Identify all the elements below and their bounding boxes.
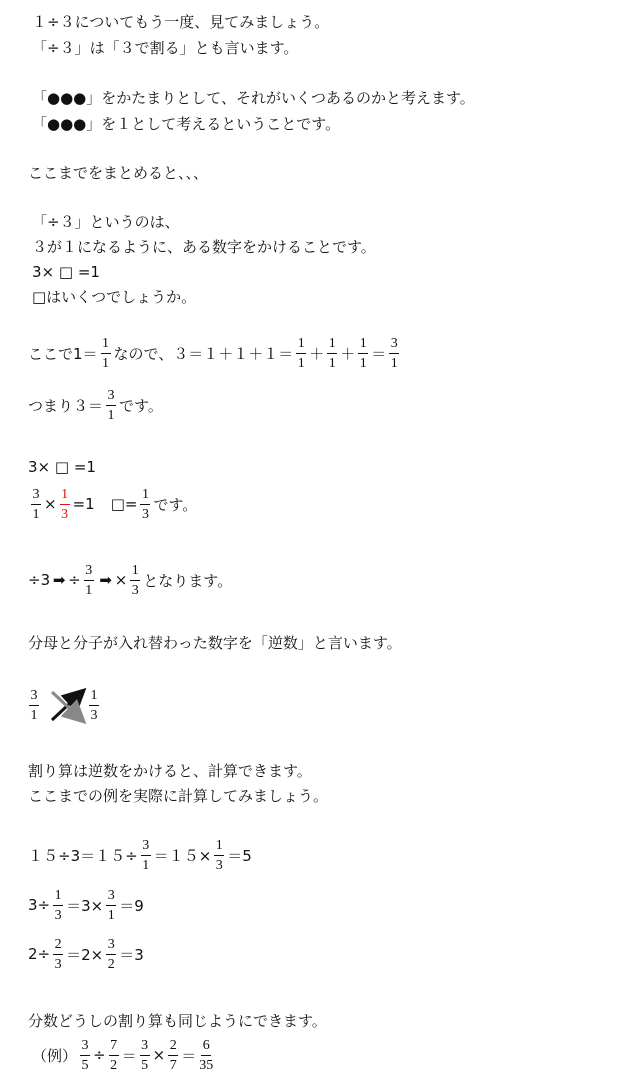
fraction-1-over-1: 1 1 [359,335,367,371]
ex1-text-a: １５÷3＝１５÷ [28,846,138,865]
intro-line-3: 「●●●」をかたまりとして、それがいくつあるのかと考えます。 [32,89,475,107]
intro-line-1: １÷３についてもう一度、見てみましょう。 [32,13,330,31]
fraction-1-over-3: $\frac{1}{3}$ [141,486,149,522]
fraction-2-over-3: $\frac{2}{3}$ [54,936,62,972]
fraction-1-over-1: 1 1 [102,335,110,371]
ex3-text-a: 2÷ [28,945,51,963]
box-equals: □= [110,495,138,513]
example-1 [28,830,252,880]
equals-one: =1 [72,495,95,513]
fraction-6-over-35: 6 35 [199,1037,214,1073]
fraction-3-over-1: $\frac{3}{1}$ [85,562,93,598]
ex3-text-b: ＝2× [66,945,104,964]
example-label: （例） [32,1046,78,1065]
fraction-1-over-3: $\frac{1}{3}$ [54,887,62,923]
ex2-text-c: ＝9 [119,896,144,915]
arrow-right-icon: ➡ [99,571,112,589]
times-sign: × [44,495,57,513]
question-line: □はいくつでしょうか。 [32,288,197,306]
fraction-1-over-3: $\frac{1}{3}$ [131,562,139,598]
equals-sign: ＝ [181,1046,197,1065]
swap-arrows-icon [48,688,88,724]
plus-sign: ＋ [340,344,356,363]
example-3 [28,929,144,979]
fraction-3-over-1: $\frac{3}{1}$ [32,486,40,522]
times-sign: × [114,571,128,589]
times-sign: × [152,1046,166,1064]
fraction-3-over-5: $\frac{3}{5}$ [81,1037,89,1073]
step2-text-b: です。 [119,396,163,415]
step3-desu: です。 [153,495,198,514]
ex2-text-b: ＝3× [66,896,104,915]
step1-line [28,328,402,378]
divide-sign: ÷ [68,571,81,589]
step1-text-b: なので、３＝１＋１＋１＝ [113,344,294,363]
fraction-2-over-7: $\frac{2}{7}$ [169,1037,177,1073]
equals-sign: ＝ [371,344,387,363]
fraction-3-over-1: $\frac{3}{1}$ [107,887,115,923]
example-2 [28,880,144,930]
fraction-1-over-3-red: $\frac{1}{3}$ [61,486,69,522]
fraction-3-over-2: $\frac{3}{2}$ [107,936,115,972]
step2-text-a: つまり３＝ [28,396,104,415]
equals-sign: ＝ [121,1046,137,1065]
plus-sign: ＋ [309,344,325,363]
fraction-3-over-1: $\frac{3}{1}$ [142,837,150,873]
fraction-3-over-1: 3 1 [390,335,398,371]
fraction-1-over-3: $\frac{1}{3}$ [215,837,223,873]
reciprocal-diagram-right [86,680,102,730]
intro-line-6: 「÷３」というのは、 [32,213,180,231]
calc-line-1: 割り算は逆数をかけると、計算できます。 [28,762,312,780]
arrow-right-icon: ➡ [52,571,66,589]
summary-heading: ここまでをまとめると、、、 [28,164,209,182]
step4-line [28,555,232,605]
equation-3x-box: 3× □ =1 [32,263,100,281]
intro-line-7: ３が１になるように、ある数字をかけることです。 [32,238,376,256]
reciprocal-definition: 分母と分子が入れ替わった数字を「逆数」と言います。 [28,634,402,652]
div3-text: ÷3 [28,571,51,589]
fraction-3-over-5: $\frac{3}{5}$ [141,1037,149,1073]
fraction-3-over-1: 3 1 [107,387,115,423]
fraction-1-over-1: 1 1 [297,335,305,371]
step1-text-a: ここで1＝ [28,344,98,363]
fraction-7-over-2: $\frac{7}{2}$ [110,1037,118,1073]
equation-3x-box-2: 3× □ =1 [28,458,96,476]
calc-line-2: ここまでの例を実際に計算してみましょう。 [28,787,329,805]
reciprocal-diagram-left [26,680,42,730]
ex1-text-c: ＝5 [227,846,252,865]
ex2-text-a: 3÷ [28,896,51,914]
ex1-text-b: ＝１５× [153,846,212,865]
step3-line [28,479,197,529]
divide-sign: ÷ [93,1046,106,1064]
ex3-text-c: ＝3 [119,945,144,964]
step4-end: となります。 [143,571,233,590]
fraction-1-over-3: 1 3 [90,687,98,723]
fraction-division-text: 分数どうしの割り算も同じようにできます。 [28,1012,327,1030]
fraction-division-example [32,1030,216,1080]
fraction-1-over-1: 1 1 [328,335,336,371]
intro-line-4: 「●●●」を１として考えるということです。 [32,115,341,133]
fraction-3-over-1: 3 1 [30,687,38,723]
intro-line-2: 「÷３」は「３で割る」とも言います。 [32,39,299,57]
step2-line [28,380,163,430]
